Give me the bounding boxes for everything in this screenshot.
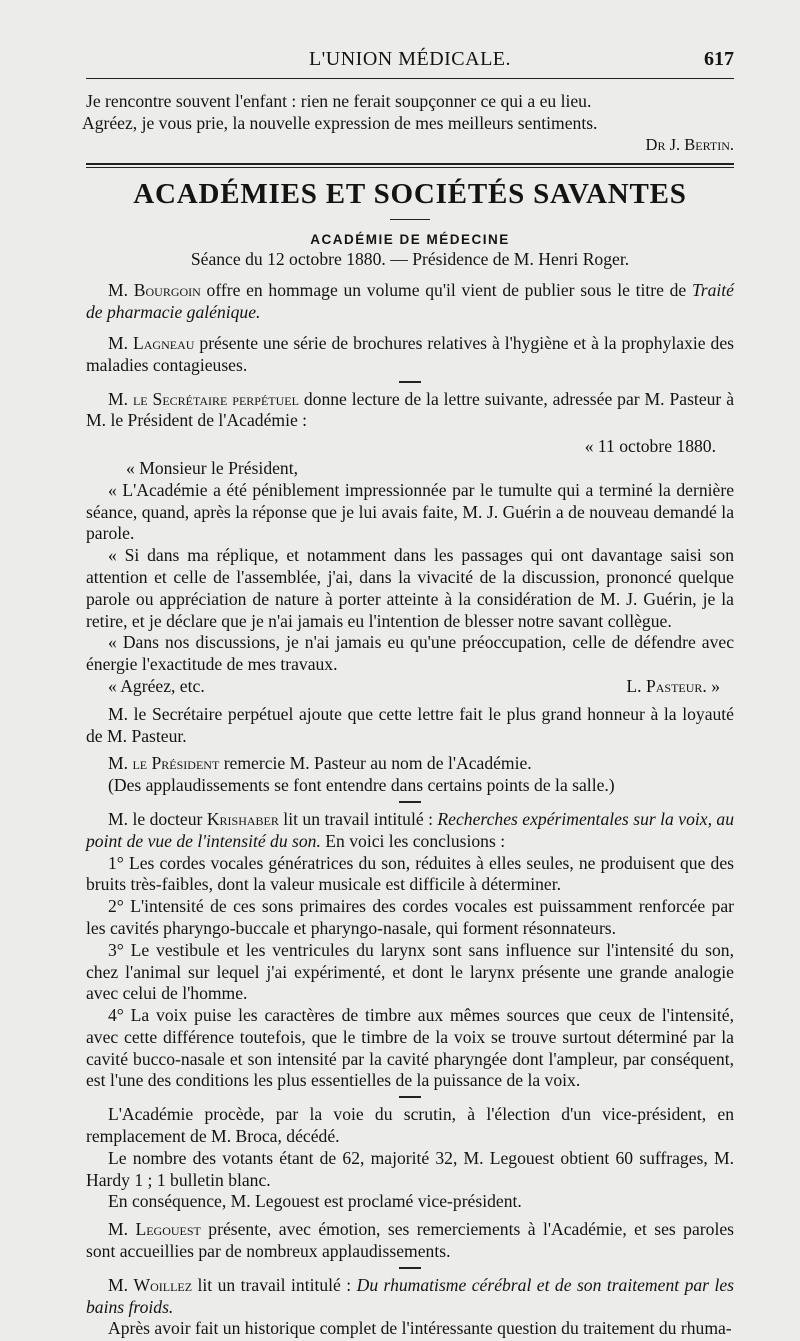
para-krishaber: M. le docteur Krishaber lit un travail intitulé : Recherches expérimentales sur la voix, au point de vue de l'intensité du son. En voici les conclusions :	[86, 808, 734, 851]
title-divider	[390, 219, 430, 220]
name-lagneau: Lagneau	[133, 332, 195, 353]
letter-close	[86, 676, 734, 698]
para-historique: Après avoir fait un historique complet de l'intéressante question du traitement du rhuma-	[108, 1318, 732, 1339]
conclusion-3: 3° Le vestibule et les ventricules du larynx sont sans influence sur l'intensité du son, chez l'animal sur lequel j'ai expérimenté, et dont le larynx présente une grande analogie avec celui de l'homme.	[86, 939, 734, 1004]
separator	[399, 381, 421, 383]
separator	[399, 1267, 421, 1269]
para-loyaute: M. le Secrétaire perpétuel ajoute que cette lettre fait le plus grand honneur à la loyauté de M. Pasteur.	[86, 703, 734, 746]
letter-para-3: « Dans nos discussions, je n'ai jamais eu qu'une préoccupation, celle de défendre avec énergie l'exactitude de mes travaux.	[86, 632, 734, 675]
page-number: 617	[704, 48, 734, 70]
seance-line: Séance du 12 octobre 1880. — Présidence de M. Henri Roger.	[190, 248, 630, 269]
name-legouest: Legouest	[135, 1219, 201, 1240]
letter-para-2: « Si dans ma réplique, et notamment dans les passages qui ont davantage saisi son attention et celle de l'assemblée, j'ai, dans la vivacité de la discussion, prononcé quelque parole ou appréciation de nature à porter atteinte à la considération de M. J. Guérin, je la retire, et je déclare que je n'ai jamais eu l'intention de blesser notre savant collègue.	[86, 545, 734, 631]
para-legouest: M. Legouest présente, avec émotion, ses remerciements à l'Académie, et ses paroles sont accueillies par de nombreux applaudissements.	[86, 1219, 734, 1262]
separator	[399, 801, 421, 803]
para-proclamation: En conséquence, M. Legouest est proclamé vice-président.	[108, 1191, 522, 1212]
header-rule	[86, 78, 734, 79]
name-krishaber: Krishaber	[206, 808, 279, 829]
section-title: ACADÉMIES ET SOCIÉTÉS SAVANTES	[133, 177, 687, 210]
para-applaudissements: (Des applaudissements se font entendre dans certains points de la salle.)	[108, 775, 615, 796]
section-rule-thick	[86, 163, 734, 165]
letter-line-1: Je rencontre souvent l'enfant : rien ne ferait soupçonner ce qui a eu lieu.	[86, 91, 592, 111]
separator	[399, 1096, 421, 1098]
academy-subtitle: ACADÉMIE DE MÉDECINE	[310, 231, 510, 247]
pasteur-signature: L. Pasteur. »	[626, 675, 720, 696]
krishaber-title: Recherches expérimentales sur la voix, au point de vue de l'intensité du son.	[86, 808, 734, 851]
name-woillez: Woillez	[133, 1274, 193, 1295]
para-lagneau: M. Lagneau présente une série de brochures relatives à l'hygiène et à la prophylaxie des maladies contagieuses.	[86, 332, 734, 375]
para-woillez: M. Woillez lit un travail intitulé : Du rhumatisme cérébral et de son traitement par les bains froids.	[86, 1274, 734, 1317]
conclusion-1: 1° Les cordes vocales génératrices du son, réduites à elles seules, ne produisent que des bruits très-faibles, dont la valeur musicale est difficile à déterminer.	[86, 852, 734, 895]
para-election: L'Académie procède, par la voie du scrutin, à l'élection d'un vice-président, en remplacement de M. Broca, décédé.	[86, 1104, 734, 1147]
conclusion-2: 2° L'intensité de ces sons primaires des cordes vocales est puissamment renforcée par les cavités pharyngo-buccale et pharyngo-nasale, qui forment résonnateurs.	[86, 896, 734, 938]
letter-line-2: Agréez, je vous prie, la nouvelle expression de mes meilleurs sentiments.	[82, 112, 598, 133]
letter-date: « 11 octobre 1880.	[584, 436, 716, 457]
name-president: le Président	[132, 753, 220, 774]
letter-para-1: « L'Académie a été péniblement impressionnée par le tumulte qui a terminé la dernière séance, quand, après la réponse que je lui avais faite, M. J. Guérin a de nouveau demandé la parole.	[86, 479, 734, 544]
letter-end	[82, 91, 734, 155]
para-votes: Le nombre des votants étant de 62, majorité 32, M. Legouest obtient 60 suffrages, M. Hardy 1 ; 1 bulletin blanc.	[86, 1147, 734, 1190]
woillez-title: Du rhumatisme cérébral et de son traitement par les bains froids.	[86, 1274, 734, 1317]
name-bourgoin: Bourgoin	[133, 280, 201, 301]
letter-signature: Dr J. Bertin.	[645, 134, 734, 154]
running-title: L'UNION MÉDICALE.	[308, 48, 512, 70]
para-president: M. le Président remercie M. Pasteur au nom de l'Académie.	[108, 753, 532, 774]
para-secretaire: M. le Secrétaire perpétuel donne lecture de la lettre suivante, adressée par M. Pasteur à M. le Président de l'Académie :	[86, 388, 735, 431]
salutation: « Monsieur le Président,	[126, 457, 299, 478]
page-header	[86, 44, 734, 74]
agreez: « Agréez, etc.	[108, 675, 205, 696]
name-secretaire: le Secrétaire perpétuel	[132, 388, 299, 409]
section-rule-thin	[86, 167, 734, 168]
para-bourgoin: M. Bourgoin offre en hommage un volume qu'il vient de publier sous le titre de Traité de pharmacie galénique.	[86, 280, 734, 323]
conclusion-4: 4° La voix puise les caractères de timbre aux mêmes sources que ceux de l'intensité, avec cette différence toutefois, que le timbre de la voix se trouve surtout déterminé par la cavité bucco-nasale et son intensité par la cavité pharyngée dont l'ampleur, par conséquent, est l'une des conditions les plus essentielles de la puissance de la voix.	[86, 1005, 734, 1091]
book-title: Traité de pharmacie galénique.	[86, 280, 734, 323]
